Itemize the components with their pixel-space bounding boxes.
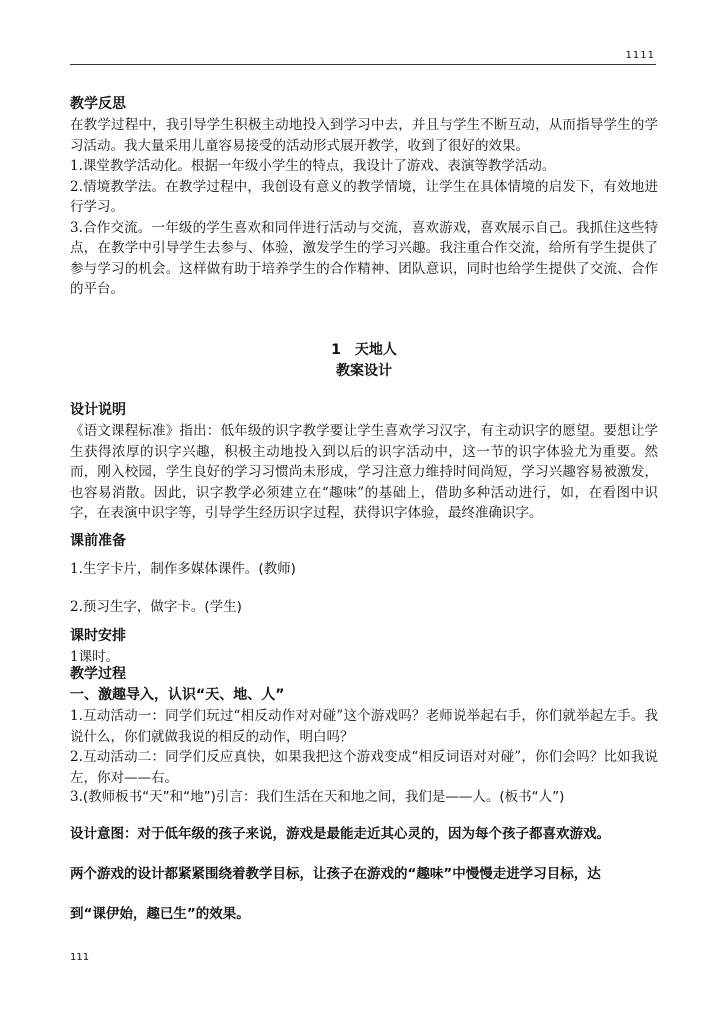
process-step-3-tag-1: (教师板书“天”和“地”) <box>82 789 216 805</box>
process-step-3-text: 引言：我们生活在天和地之间，我们是——人。 <box>215 789 500 805</box>
process-step-1: 1.互动活动一：同学们玩过“相反动作对对碰”这个游戏吗？老师说举起右手，你们就举起左手。我说什么，你们就做我说的相反的动作，明白吗？ <box>70 708 658 745</box>
design-intent-line-1: 设计意图：对于低年级的孩子来说，游戏是最能走近其心灵的，因为每个孩子都喜欢游戏。 <box>70 826 610 842</box>
reflection-section <box>70 94 658 300</box>
lesson-subtitle: 教案设计 <box>336 363 392 379</box>
process-step-3 <box>70 787 658 808</box>
schedule-section <box>70 626 658 668</box>
reflection-paragraph: 在教学过程中，我引导学生积极主动地投入到学习中去，并且与学生不断互动，从而指导学生的学习活动。我大量采用儿童容易接受的活动形式展开教学，收到了很好的效果。 <box>70 117 658 154</box>
prep-title: 课前准备 <box>70 533 126 549</box>
prep-item-2 <box>70 597 658 618</box>
design-section <box>70 400 658 524</box>
design-title: 设计说明 <box>70 402 126 418</box>
lesson-heading <box>70 340 658 382</box>
design-intent-3 <box>70 904 658 925</box>
process-step-2: 2.互动活动二：同学们反应真快，如果我把这个游戏变成“相反词语对对碰”，你们会吗？比如我说左，你对——右。 <box>70 749 658 786</box>
lesson-title: 1 天地人 <box>331 342 397 358</box>
reflection-title: 教学反思 <box>70 96 126 112</box>
design-intent-2 <box>70 864 658 885</box>
header-rule <box>70 64 656 65</box>
design-text: 《语文课程标准》指出：低年级的识字教学要让学生喜欢学习汉字，有主动识字的愿望。要想让学生获得浓厚的识字兴趣，积极主动地投入到以后的识字活动中，这一节的识字体验尤为重要。然而，刚入校园，学生良好的学习习惯尚未形成，学习注意力维持时间尚短，学习兴趣容易被激发，也容易消散。因此，识字教学必须建立在“趣味”的基础上，借助多种活动进行，如，在看图中识字，在表演中识字等，引导学生经历识字过程，获得识字体验，最终准确识字。 <box>70 423 658 521</box>
reflection-item-3: 3.合作交流。一年级的学生喜欢和同伴进行活动与交流，喜欢游戏，喜欢展示自己。我抓住这些特点，在教学中引导学生去参与、体验，激发学生的学习兴趣。我注重合作交流，给所有学生提供了参与学习的机会。这样做有助于培养学生的合作精神、团队意识，同时也给学生提供了交流、合作的平台。 <box>70 219 658 297</box>
prep-item-1-tag: (教师) <box>258 561 296 577</box>
design-intent-line-2: 两个游戏的设计都紧紧围绕着教学目标，让孩子在游戏的“趣味”中慢慢走进学习目标，达 <box>70 866 601 882</box>
prep-item-1-text: 1.生字卡片，制作多媒体课件。 <box>70 561 259 577</box>
prep-item-2-tag: (学生) <box>204 599 242 615</box>
prep-section <box>70 531 658 552</box>
process-section-1-title: 一、激趣导入，认识“天、地、人” <box>70 687 285 703</box>
schedule-title: 课时安排 <box>70 628 126 644</box>
process-section <box>70 664 658 788</box>
design-intent-line-3: 到“课伊始，趣已生”的效果。 <box>70 906 250 922</box>
schedule-text: 1课时。 <box>70 649 120 665</box>
design-intent-1 <box>70 824 658 845</box>
reflection-item-2: 2.情境教学法。在教学过程中，我创设有意义的教学情境，让学生在具体情境的启发下，有效地进行学习。 <box>70 178 658 215</box>
process-step-3-tag-2: (板书“人”) <box>499 789 565 805</box>
prep-item-2-text: 2.预习生字，做字卡。 <box>70 599 205 615</box>
process-step-3-prefix: 3. <box>70 789 83 805</box>
prep-item-1 <box>70 559 658 580</box>
header-page-number: 1111 <box>625 50 655 61</box>
process-title: 教学过程 <box>70 666 126 682</box>
reflection-item-1: 1.课堂教学活动化。根据一年级小学生的特点，我设计了游戏、表演等教学活动。 <box>70 158 556 174</box>
footer-page-number: 111 <box>70 952 90 963</box>
